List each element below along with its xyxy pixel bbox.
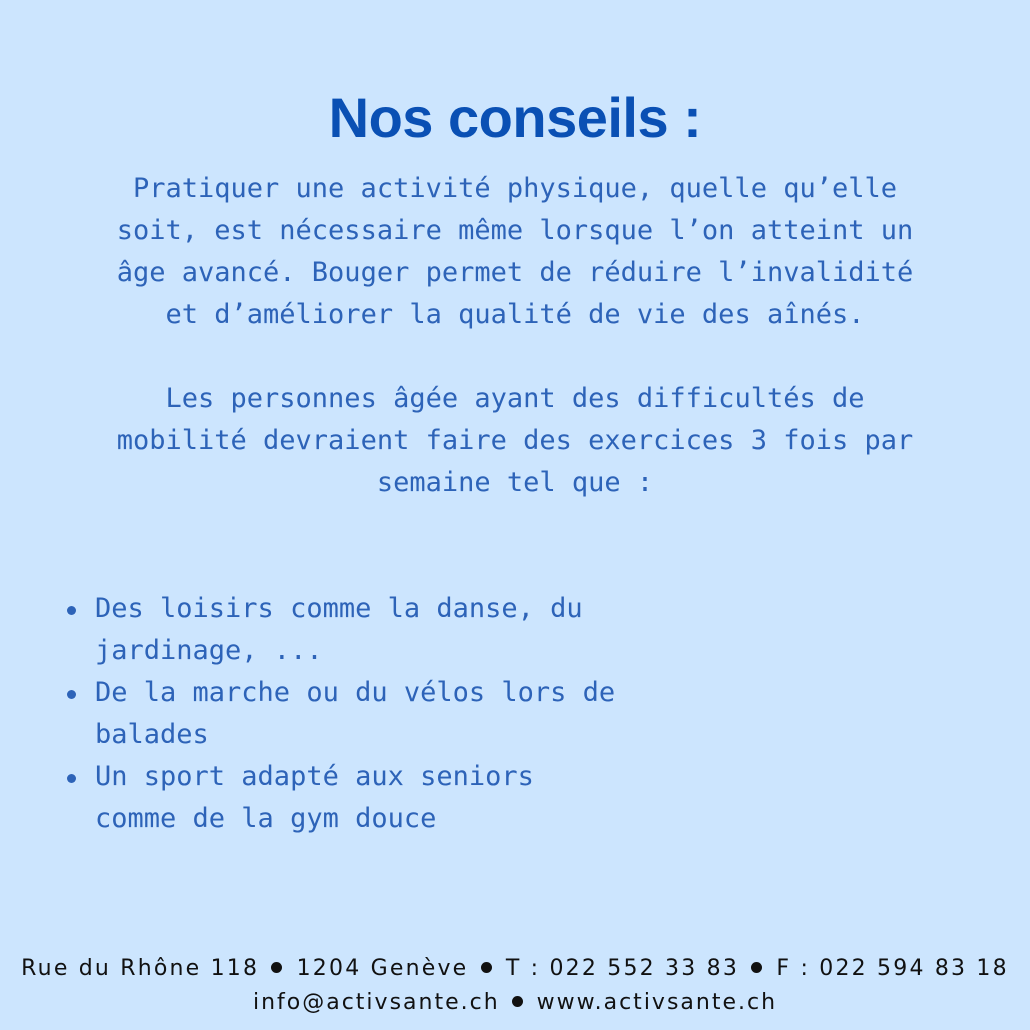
list-item-text: comme de la gym douce [95, 803, 437, 834]
footer-email: info@activsante.ch [252, 990, 500, 1015]
list-item [64, 588, 744, 672]
footer-contact-line [0, 952, 1030, 986]
paragraph-line: mobilité devraient faire des exercices 3 fois par [116, 425, 914, 456]
bullet-icon [67, 774, 76, 783]
list-item-text: jardinage, ... [95, 635, 323, 666]
separator-dot-icon [481, 962, 492, 973]
paragraph-line: semaine tel que : [376, 467, 654, 498]
footer-city: 1204 Genève [296, 956, 469, 981]
recommendation-paragraph [40, 378, 990, 504]
list-item [64, 756, 744, 840]
paragraph-line: Pratiquer une activité physique, quelle qu’elle [132, 173, 897, 204]
paragraph-line: Les personnes âgée ayant des difficultés de [165, 383, 865, 414]
bullet-icon [67, 690, 76, 699]
list-item [64, 672, 744, 756]
separator-dot-icon [512, 996, 523, 1007]
paragraph-line: soit, est nécessaire même lorsque l’on atteint un [116, 215, 914, 246]
footer-address: Rue du Rhône 118 [21, 956, 260, 981]
footer-fax: F : 022 594 83 18 [776, 956, 1009, 981]
footer-website: www.activsante.ch [536, 990, 778, 1015]
list-item-text: balades [95, 719, 209, 750]
page-title: Nos conseils : [328, 86, 702, 149]
list-item-text: De la marche ou du vélos lors de [95, 677, 616, 708]
list-item-text: Un sport adapté aux seniors [95, 761, 534, 792]
bullet-icon [67, 606, 76, 615]
list-item-text: Des loisirs comme la danse, du [95, 593, 583, 624]
footer-web-line [0, 986, 1030, 1020]
paragraph-line: et d’améliorer la qualité de vie des aînés. [165, 299, 865, 330]
separator-dot-icon [751, 962, 762, 973]
footer-phone: T : 022 552 33 83 [505, 956, 740, 981]
paragraph-line: âge avancé. Bouger permet de réduire l’invalidité [116, 257, 914, 288]
separator-dot-icon [271, 962, 282, 973]
exercise-list [64, 588, 744, 840]
intro-paragraph [40, 168, 990, 336]
